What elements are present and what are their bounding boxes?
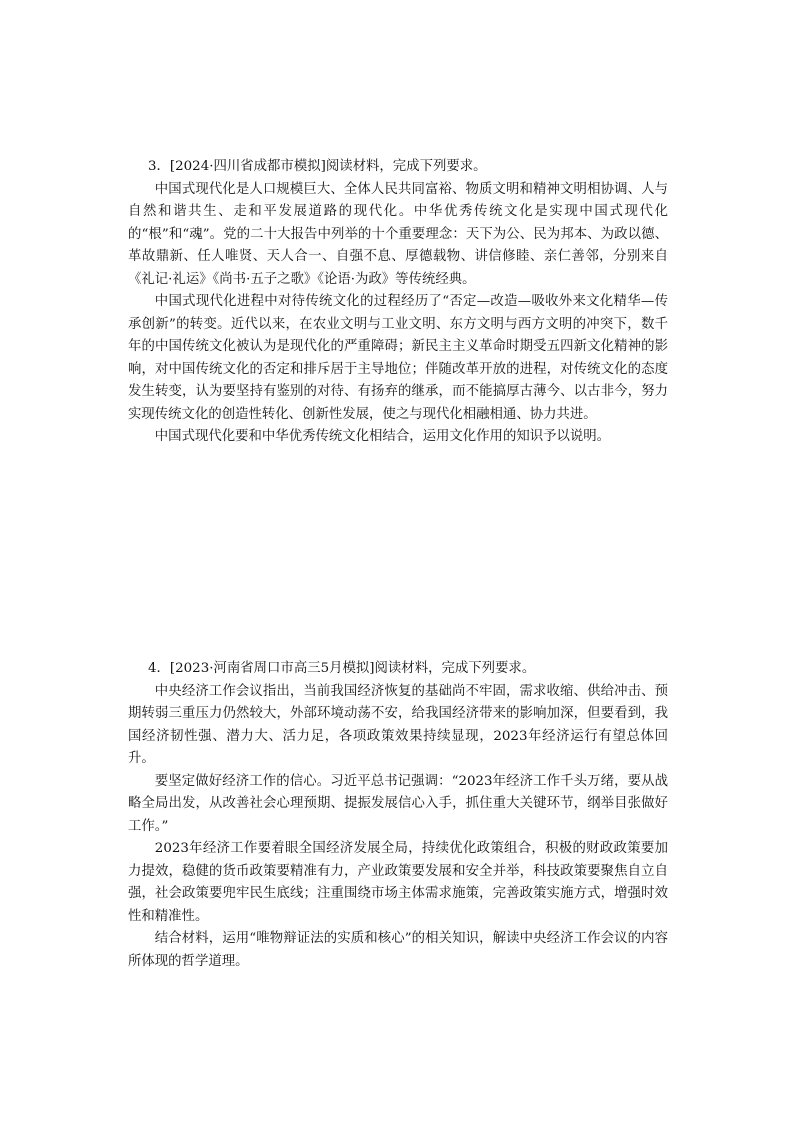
material-paragraph: 中央经济工作会议指出，当前我国经济恢复的基础尚不牢固，需求收缩、供给冲击、预期转弱三重压力仍然较大，外部环境动荡不安，给我国经济带来的影响加深，但要看到，我国经济韧性强、潜力大、活力足，各项政策效果持续显现，2023年经济运行有望总体回升。 [128, 683, 668, 766]
question-instruction: 阅读材料，完成下列要求。 [325, 159, 487, 174]
material-paragraph: 2023年经济工作要着眼全国经济发展全局，持续优化政策组合，积极的财政政策要加力提效，稳健的货币政策要精准有力，产业政策要发展和安全并举，科技政策要聚焦自立自强，社会政策要兜牢民生底线；注重围绕市场主体需求施策，完善政策实施方式，增强时效性和精准性。 [128, 841, 668, 924]
question-4 [128, 658, 668, 973]
material-paragraph: 要坚定做好经济工作的信心。习近平总书记强调：“2023年经济工作千头万绪，要从战略全局出发，从改善社会心理预期、提振发展信心入手，抓住重大关键环节，纲举目张做好工作。” [128, 773, 668, 834]
question-prompt: 结合材料，运用“唯物辩证法的实质和核心”的相关知识，解读中央经济工作会议的内容所体现的哲学道理。 [128, 931, 668, 969]
question-source: [2024·四川省成都市模拟] [169, 159, 326, 174]
question-number: 4． [148, 661, 170, 676]
question-3 [128, 156, 668, 449]
question-stem [128, 658, 668, 681]
question-source: [2023·河南省周口市高三5月模拟] [169, 661, 375, 676]
material-paragraph: 中国式现代化是人口规模巨大、全体人民共同富裕、物质文明和精神文明相协调、人与自然和谐共生、走和平发展道路的现代化。中华优秀传统文化是实现中国式现代化的“根”和“魂”。党的二十大报告中列举的十个重要理念：天下为公、民为邦本、为政以德、革故鼎新、任人唯贤、天人合一、自强不息、厚德载物、讲信修睦、亲仁善邻，分别来自《礼记·礼运》《尚书·五子之歌》《论语·为政》等传统经典。 [128, 181, 668, 287]
question-instruction: 阅读材料，完成下列要求。 [374, 661, 536, 676]
material-paragraph: 中国式现代化进程中对待传统文化的过程经历了“否定—改造—吸收外来文化精华—传承创新”的转变。近代以来，在农业文明与工业文明、东方文明与西方文明的冲突下，数千年的中国传统文化被认为是现代化的严重障碍；新民主主义革命时期受五四新文化精神的影响，对中国传统文化的否定和排斥居于主导地位；伴随改革开放的进程，对传统文化的态度发生转变，认为要坚持有鉴别的对待、有扬弃的继承，而不能搞厚古薄今、以古非今，努力实现传统文化的创造性转化、创新性发展，使之与现代化相融相通、协力共进。 [128, 294, 668, 422]
question-prompt: 中国式现代化要和中华优秀传统文化相结合，运用文化作用的知识予以说明。 [154, 429, 611, 444]
question-number: 3． [148, 159, 170, 174]
question-stem [128, 156, 668, 179]
